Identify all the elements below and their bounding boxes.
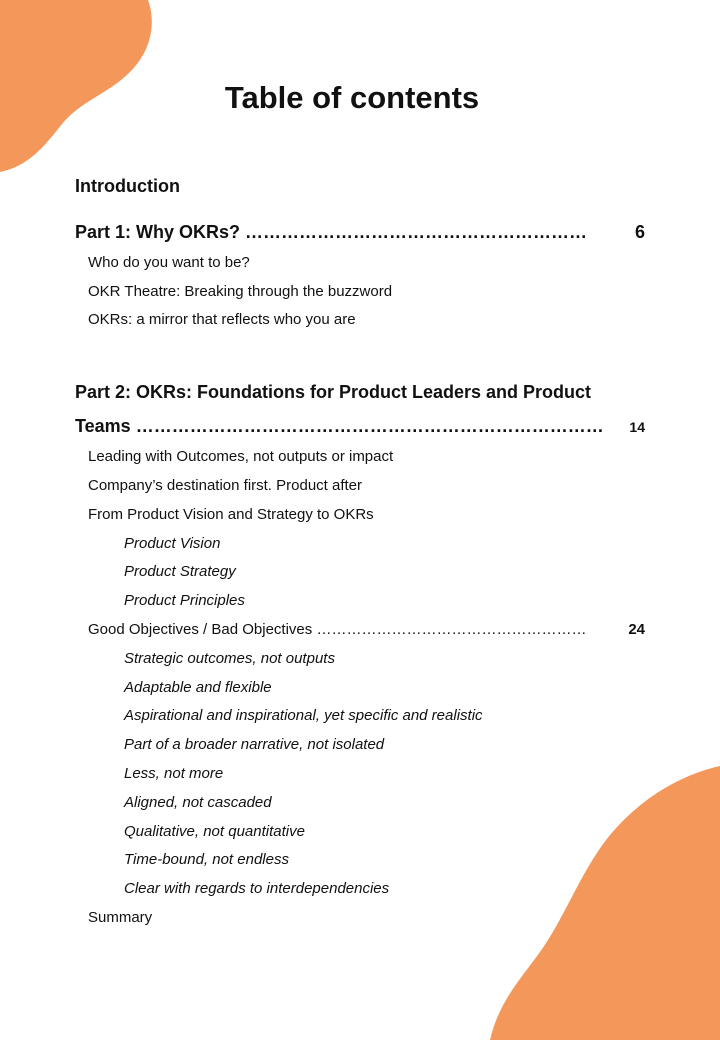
toc-goodbad-subitem-3[interactable]: Aspirational and inspirational, yet specific and realistic (124, 707, 483, 724)
toc-part2-item-2[interactable]: Company’s destination first. Product after (88, 477, 363, 494)
toc-part2-title-line2[interactable]: Teams …………………………………………………………………… (75, 416, 604, 436)
toc-goodbad-subitem-9[interactable]: Clear with regards to interdependencies (124, 880, 390, 897)
toc-goodbad-subitem-8[interactable]: Time-bound, not endless (124, 851, 289, 868)
toc-vision-subitem-3[interactable]: Product Principles (124, 592, 245, 609)
toc-goodbad-subitem-1[interactable]: Strategic outcomes, not outputs (124, 650, 335, 667)
toc-goodbad-subitem-6[interactable]: Aligned, not cascaded (124, 794, 272, 811)
toc-part2-page: 14 (629, 419, 645, 435)
toc-good-bad-page: 24 (628, 621, 645, 638)
toc-part2-item-3[interactable]: From Product Vision and Strategy to OKRs (88, 506, 374, 523)
toc-part1-item-3[interactable]: OKRs: a mirror that reflects who you are (88, 311, 356, 328)
toc-part1-item-1[interactable]: Who do you want to be? (88, 254, 250, 271)
page-title: Table of contents (224, 80, 480, 115)
toc-part2-item-1[interactable]: Leading with Outcomes, not outputs or impact (88, 448, 394, 465)
toc-part1-item-2[interactable]: OKR Theatre: Breaking through the buzzword (88, 283, 393, 300)
toc-part2-title-line1[interactable]: Part 2: OKRs: Foundations for Product Leaders and Product (75, 382, 592, 402)
toc-summary[interactable]: Summary (88, 909, 153, 926)
toc-goodbad-subitem-5[interactable]: Less, not more (124, 765, 224, 782)
toc-goodbad-subitem-4[interactable]: Part of a broader narrative, not isolated (124, 736, 385, 753)
toc-vision-subitem-1[interactable]: Product Vision (124, 535, 221, 552)
toc-good-bad-objectives[interactable]: Good Objectives / Bad Objectives ……………………………………………… (88, 621, 587, 638)
toc-vision-subitem-2[interactable]: Product Strategy (124, 563, 236, 580)
toc-part1-page: 6 (634, 222, 645, 242)
toc-part1-title[interactable]: Part 1: Why OKRs? ………………………………………………… (75, 222, 588, 242)
toc-goodbad-subitem-2[interactable]: Adaptable and flexible (124, 679, 272, 696)
toc-introduction[interactable]: Introduction (75, 176, 180, 196)
toc-goodbad-subitem-7[interactable]: Qualitative, not quantitative (124, 823, 305, 840)
